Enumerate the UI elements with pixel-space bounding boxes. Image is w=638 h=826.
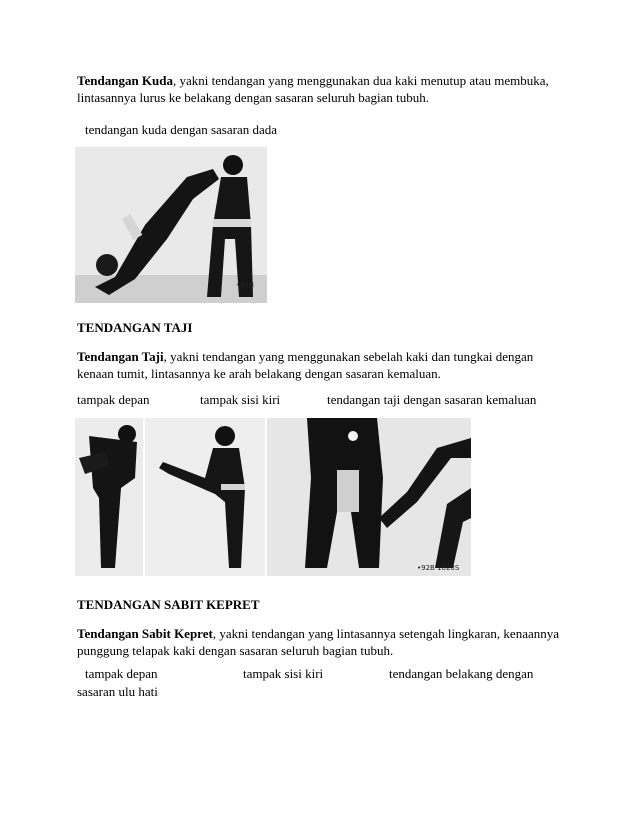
taji-definition: , yakni tendangan yang menggunakan sebelah kaki dan tungkai dengan kenaan tumit, lintasannya ke arah belakang dengan sasaran kemaluan. — [77, 349, 534, 381]
sabit-caption-continuation: sasaran ulu hati — [77, 684, 158, 699]
taji-photo-side — [145, 418, 265, 576]
sabit-caption-back: tendangan belakang dengan — [389, 666, 534, 681]
sabit-term: Tendangan Sabit Kepret — [77, 626, 213, 641]
kuda-caption: tendangan kuda dengan sasaran dada — [85, 122, 278, 137]
kuda-definition: , yakni tendangan yang menggunakan dua kaki menutup atau membuka, lintasannya lurus ke belakang dengan sasaran seluruh bagian tubuh. — [77, 73, 549, 105]
taji-caption-side: tampak sisi kiri — [200, 392, 281, 407]
sabit-caption-front: tampak depan — [85, 666, 158, 681]
taji-photo-label: •92B 1828S — [417, 564, 460, 572]
kuda-paragraph — [77, 72, 567, 106]
sabit-paragraph — [77, 625, 567, 659]
taji-term: Tendangan Taji — [77, 349, 164, 364]
taji-photo-target — [267, 418, 471, 576]
taji-paragraph — [77, 348, 567, 382]
taji-caption-target: tendangan taji dengan sasaran kemaluan — [327, 392, 537, 407]
taji-caption-front: tampak depan — [77, 392, 150, 407]
taji-heading: TENDANGAN TAJI — [77, 320, 193, 335]
taji-photo-front — [75, 418, 143, 576]
kuda-photo — [75, 147, 267, 303]
kuda-photo-label: •92B — [236, 281, 254, 289]
sabit-definition: , yakni tendangan yang lintasannya setengah lingkaran, kenaannya punggung telapak kaki dengan sasaran seluruh bagian tubuh. — [77, 626, 560, 658]
sabit-heading: TENDANGAN SABIT KEPRET — [77, 597, 260, 612]
sabit-caption-side: tampak sisi kiri — [243, 666, 324, 681]
kuda-term: Tendangan Kuda — [77, 73, 173, 88]
